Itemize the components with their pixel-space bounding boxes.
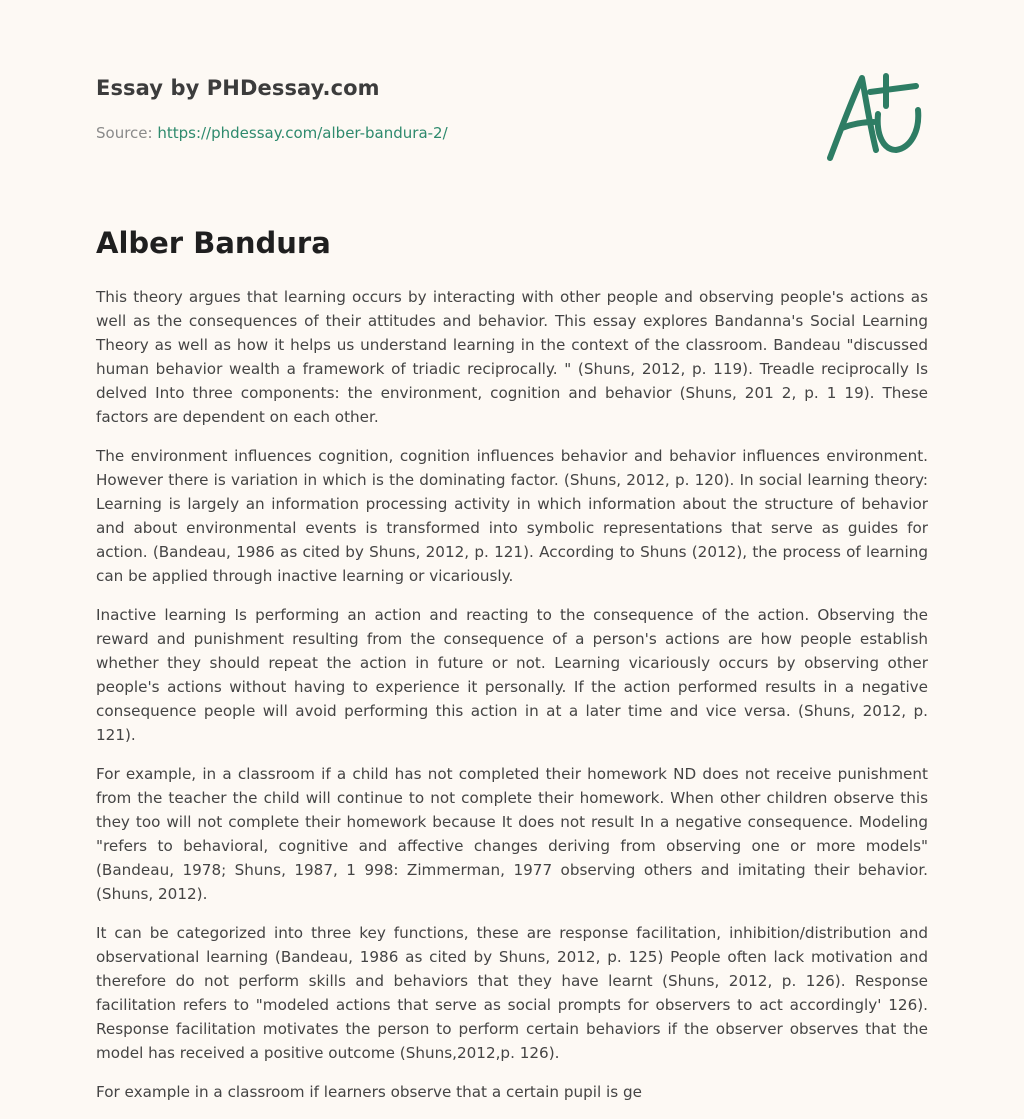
essay-paragraph: This theory argues that learning occurs by interacting with other people and observing people's actions as well as the consequences of their attitudes and behavior. This essay explores Bandanna's Social Learning Theory as well as how it helps us understand learning in the context of the classroom. Bandeau "discussed human behavior wealth a framework of triadic reciprocally. " (Shuns, 2012, p. 119). Treadle reciprocally Is delved Into three components: the environment, cognition and behavior (Shuns, 201 2, p. 1 19). These factors are dependent on each other. <box>96 288 928 426</box>
a-plus-grade-icon <box>826 70 926 164</box>
source-label: Source: <box>96 124 158 142</box>
essay-paragraph: The environment influences cognition, cognition influences behavior and behavior influences environment. However there is variation in which is the dominating factor. (Shuns, 2012, p. 120). In social learning theory: Learning is largely an information processing activity in which information about the structure of behavior and about environmental events is transformed into symbolic representations that serve as guides for action. (Bandeau, 1986 as cited by Shuns, 2012, p. 121). According to Shuns (2012), the process of learning can be applied through inactive learning or vicariously. <box>96 447 928 585</box>
site-brand: Essay by PHDessay.com <box>96 76 380 100</box>
essay-paragraph: Inactive learning Is performing an action and reacting to the consequence of the action. Observing the reward and punishment resulting from the consequence of a person's actions are how people establish whether they should repeat the action in future or not. Learning vicariously occurs by observing other people's actions without having to experience it personally. If the action performed results in a negative consequence people will avoid performing this action in at a later time and vice versa. (Shuns, 2012, p. 121). <box>96 606 928 744</box>
essay-paragraph: It can be categorized into three key functions, these are response facilitation, inhibition/distribution and observational learning (Bandeau, 1986 as cited by Shuns, 2012, p. 125) People often lack motivation and therefore do not perform skills and behaviors that they have learnt (Shuns, 2012, p. 126). Response facilitation refers to "modeled actions that serve as social prompts for observers to act accordingly' 126). Response facilitation motivates the person to perform certain behaviors if the observer observes that the model has received a positive outcome (Shuns,2012,p. 126). <box>96 924 928 1062</box>
essay-body <box>96 285 928 1119</box>
source-link[interactable]: https://phdessay.com/alber-bandura-2/ <box>157 124 448 142</box>
source-line <box>96 124 448 142</box>
essay-paragraph: For example, in a classroom if a child has not completed their homework ND does not receive punishment from the teacher the child will continue to not complete their homework. When other children observe this they too will not complete their homework because It does not result In a negative consequence. Modeling "refers to behavioral, cognitive and affective changes deriving from observing one or more models" (Bandeau, 1978; Shuns, 1987, 1 998: Zimmerman, 1977 observing others and imitating their behavior. (Shuns, 2012). <box>96 765 928 903</box>
essay-paragraph: For example in a classroom if learners observe that a certain pupil is ge <box>96 1083 642 1101</box>
essay-title: Alber Bandura <box>96 226 331 260</box>
